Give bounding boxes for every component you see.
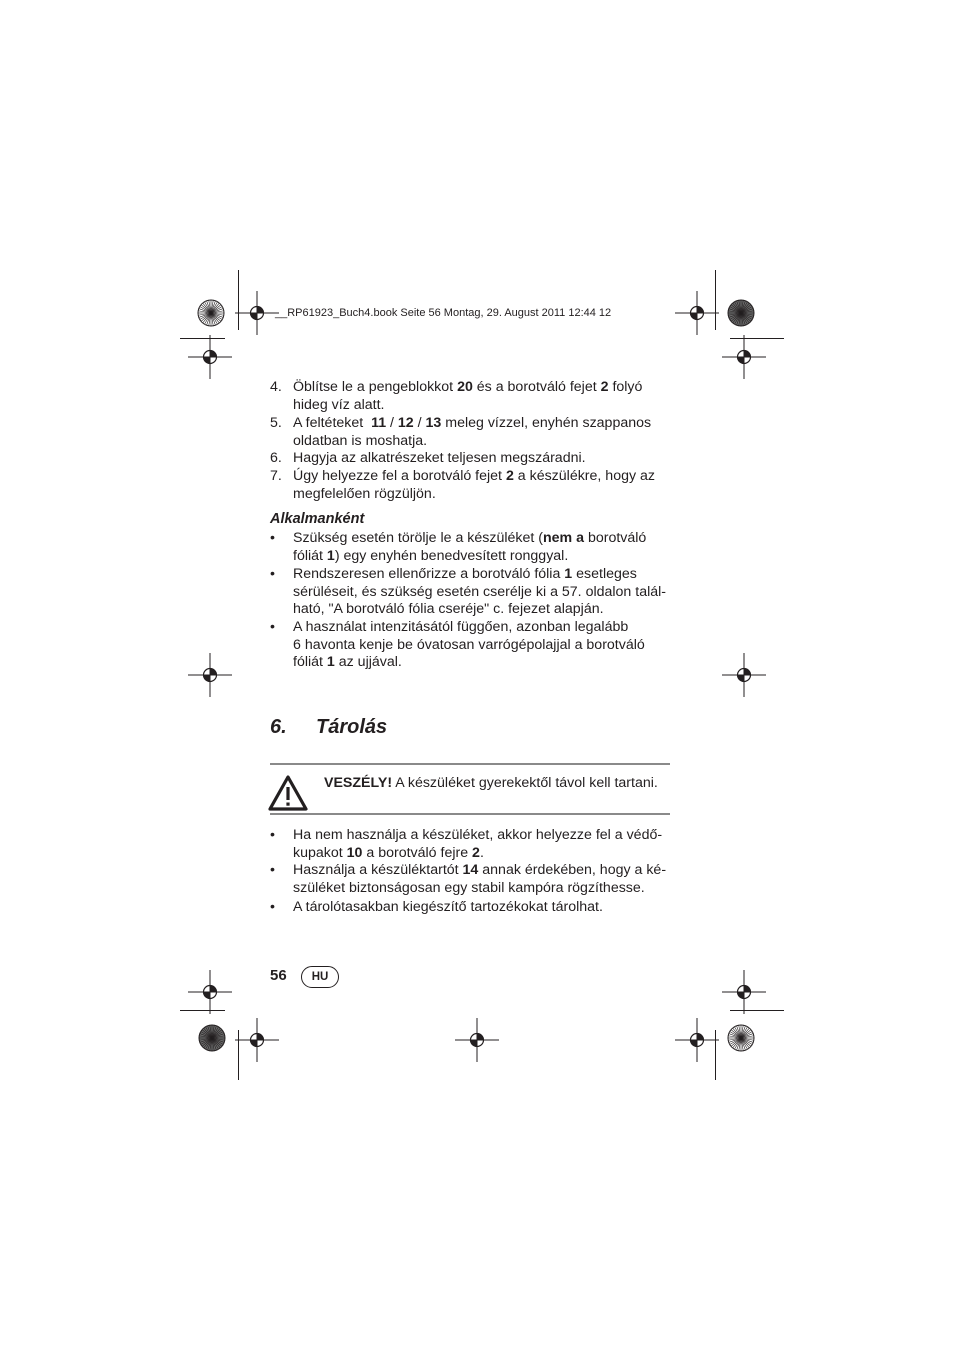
bullet: •	[270, 862, 275, 878]
text-run: fóliát	[293, 547, 327, 564]
registration-crosshair-icon	[447, 1010, 507, 1070]
text-run: folyó	[608, 379, 643, 395]
part-number: 1	[326, 547, 335, 564]
registration-crosshair-icon	[714, 327, 774, 387]
color-starburst-icon	[197, 299, 225, 327]
text-run: Úgy helyezze fel a borotváló fejet	[293, 468, 506, 484]
section-subheading: Alkalmanként	[270, 511, 365, 527]
step-text	[293, 468, 673, 503]
list-item-text: A tárolótasakban kiegészítő tartozékokat tárolhat.	[293, 899, 603, 915]
text-run: meleg vízzel, enyhén szappanos	[441, 415, 652, 431]
color-starburst-icon	[727, 299, 755, 327]
part-number: 1	[326, 654, 335, 671]
text-line: oldatban is moshatja.	[293, 432, 428, 449]
language-badge: HU	[301, 966, 339, 988]
color-starburst-icon	[198, 1024, 226, 1052]
part-number: 12	[397, 415, 414, 431]
separator: /	[386, 415, 398, 431]
text-line: ható, "A borotváló fólia cseréje" c. fejezet alapján.	[293, 601, 604, 618]
separator: /	[413, 415, 426, 431]
text-run: Szükség esetén törölje le a készüléket (	[293, 530, 543, 546]
print-header-slug: __RP61923_Buch4.book Seite 56 Montag, 29. August 2011 12:44 12	[275, 307, 612, 319]
chapter-number: 6.	[270, 716, 287, 738]
part-number: 20	[457, 379, 473, 395]
part-number: 10	[346, 844, 363, 861]
bullet: •	[270, 530, 275, 546]
text-line: Ha nem használja a készüléket, akkor helyezze fel a védő-	[293, 827, 663, 843]
registration-crosshair-icon	[180, 327, 240, 387]
bullet: •	[270, 566, 275, 582]
warning-text: A készüléket gyerekektől távol kell tartani.	[392, 775, 658, 791]
part-number: 2	[600, 379, 609, 395]
step-text	[293, 415, 673, 450]
text-line: sérüléseit, és szükség esetén cserélje ki a 57. oldalon talál-	[293, 583, 667, 600]
text-run: az ujjával.	[334, 654, 402, 671]
text-run: esetleges	[572, 566, 637, 582]
text-run: és a borotváló fejet	[472, 379, 601, 395]
warning-bottom-rule	[270, 813, 670, 815]
text-run: a borotváló fejre	[362, 844, 473, 861]
chapter-title: Tárolás	[316, 716, 388, 738]
registration-crosshair-icon	[227, 1010, 287, 1070]
text-run: Öblítse le a pengeblokkot	[293, 379, 458, 395]
bullet: •	[270, 827, 275, 843]
warning-label: VESZÉLY!	[324, 775, 393, 791]
list-item-text	[293, 862, 673, 897]
emphasis: nem a	[543, 530, 585, 546]
text-run: A feltéteket	[293, 415, 372, 431]
bullet: •	[270, 899, 275, 915]
text-run: a készülékre, hogy az	[513, 468, 655, 484]
part-number: 14	[462, 862, 479, 878]
text-run: ) egy enyhén benedvesített ronggyal.	[334, 547, 569, 564]
step-number: 4.	[270, 379, 282, 395]
page-number: 56	[270, 967, 287, 984]
text-run: kupakot	[293, 844, 347, 861]
text-line: szüléket biztonságosan egy stabil kampóra rögzíthesse.	[293, 879, 645, 896]
text-line: 6 havonta kenje be óvatosan varrógépolajjal a borotváló	[293, 636, 645, 653]
list-item-text	[293, 619, 673, 672]
part-number: 2	[472, 844, 480, 861]
text-line: megfelelően rögzüljön.	[293, 485, 436, 502]
step-number: 7.	[270, 468, 282, 484]
warning-triangle-icon	[268, 774, 308, 812]
step-number: 5.	[270, 415, 282, 431]
text-line: A használat intenzitásától függően, azonban legalább	[293, 619, 629, 635]
step-text: Hagyja az alkatrészeket teljesen megszáradni.	[293, 450, 586, 466]
text-run: Használja a készüléktartót	[293, 862, 463, 878]
step-number: 6.	[270, 450, 282, 466]
part-number: 2	[505, 468, 514, 484]
color-starburst-icon	[727, 1024, 755, 1052]
text-line: hideg víz alatt.	[293, 396, 385, 413]
text-run: .	[479, 844, 484, 861]
text-run: Rendszeresen ellenőrizze a borotváló fólia	[293, 566, 565, 582]
text-run: fóliát	[293, 654, 327, 671]
bullet: •	[270, 619, 275, 635]
registration-crosshair-icon	[180, 645, 240, 705]
registration-crosshair-icon	[714, 645, 774, 705]
registration-crosshair-icon	[667, 1010, 727, 1070]
list-item-text	[293, 827, 673, 862]
part-number: 1	[564, 566, 573, 582]
part-number: 11	[371, 415, 387, 431]
text-run: annak érdekében, hogy a ké-	[478, 862, 667, 878]
list-item-text	[293, 566, 673, 619]
list-item-text	[293, 530, 673, 565]
warning-message	[324, 775, 658, 793]
warning-top-rule	[270, 763, 670, 765]
part-number: 13	[425, 415, 442, 431]
step-text	[293, 379, 673, 414]
chapter-heading	[270, 716, 387, 739]
text-run: borotváló	[584, 530, 647, 546]
